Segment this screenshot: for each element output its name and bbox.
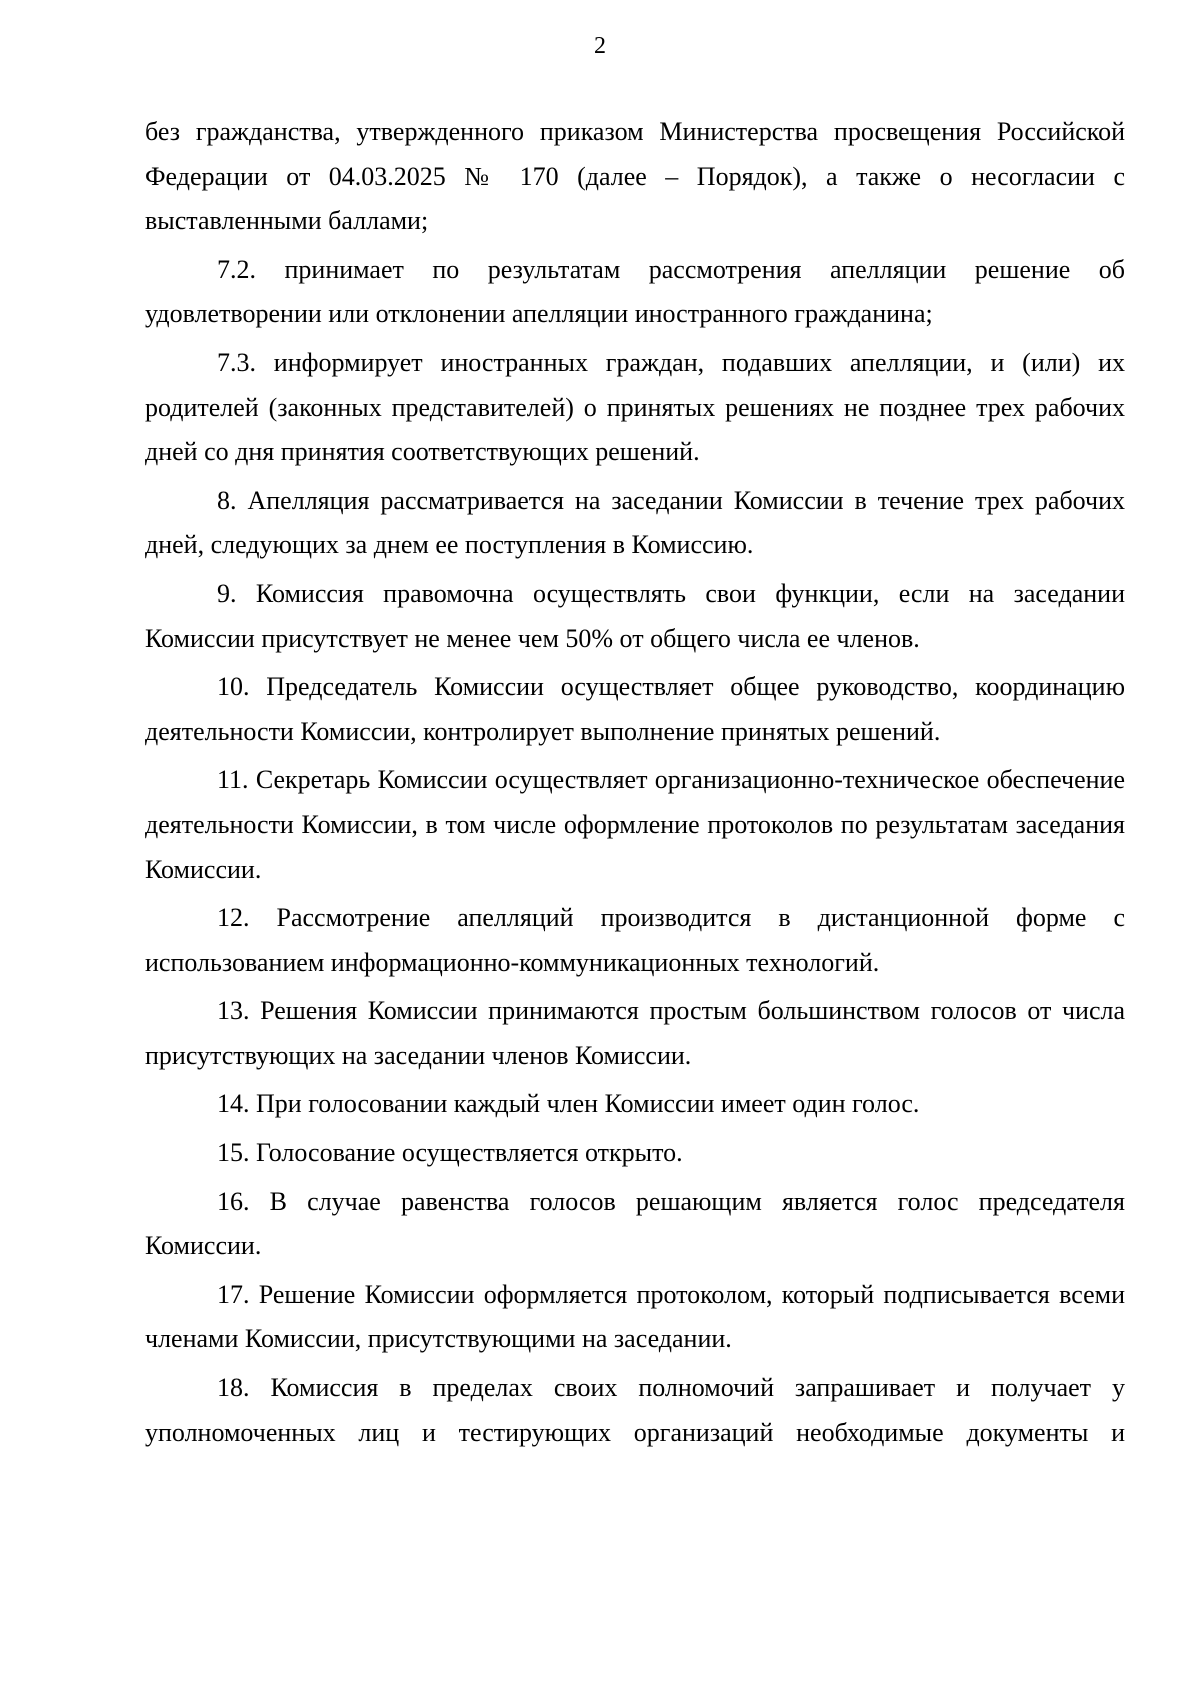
document-body [145,110,1125,1459]
paragraph-11: 11. Секретарь Комиссии осуществляет организационно-техническое обеспечение деятельности Комиссии, в том числе оформление протоколов по результатам заседания Комиссии. [145,765,1125,884]
paragraph-12: 12. Рассмотрение апелляций производится в дистанционной форме с использованием информационно-коммуникационных технологий. [145,903,1125,977]
paragraph-15: 15. Голосование осуществляется открыто. [217,1138,683,1168]
paragraph-8: 8. Апелляция рассматривается на заседании Комиссии в течение трех рабочих дней, следующих за днем ее поступления в Комиссию. [145,485,1125,560]
page-number: 2 [594,33,606,59]
paragraph-7-3: 7.3. информирует иностранных граждан, подавших апелляции, и (или) их родителей (законных представителей) о принятых решениях не позднее трех рабочих дней со дня принятия соответствующих решений. [145,347,1125,467]
paragraph-9: 9. Комиссия правомочна осуществлять свои функции, если на заседании Комиссии присутствует не менее чем 50% от общего числа ее членов. [145,578,1125,653]
paragraph-17: 17. Решение Комиссии оформляется протоколом, который подписывается всеми членами Комиссии, присутствующими на заседании. [145,1279,1125,1354]
paragraph-continuation: без гражданства, утвержденного приказом Министерства просвещения Российской Федерации от 04.03.2025 № 170 (далее – Порядок), а также о несогласии с выставленными баллами; [145,117,1125,236]
paragraph-7-2: 7.2. принимает по результатам рассмотрения апелляции решение об удовлетворении или отклонении апелляции иностранного гражданина; [145,254,1125,329]
paragraph-10: 10. Председатель Комиссии осуществляет общее руководство, координацию деятельности Комиссии, контролирует выполнение принятых решений. [145,672,1125,746]
paragraph-14: 14. При голосовании каждый член Комиссии имеет один голос. [217,1089,920,1119]
paragraph-16: 16. В случае равенства голосов решающим является голос председателя Комиссии. [145,1186,1125,1261]
paragraph-18: 18. Комиссия в пределах своих полномочий запрашивает и получает у уполномоченных лиц и тестирующих организаций необходимые документы и [145,1373,1125,1447]
paragraph-13: 13. Решения Комиссии принимаются простым большинством голосов от числа присутствующих на заседании членов Комиссии. [145,996,1125,1070]
